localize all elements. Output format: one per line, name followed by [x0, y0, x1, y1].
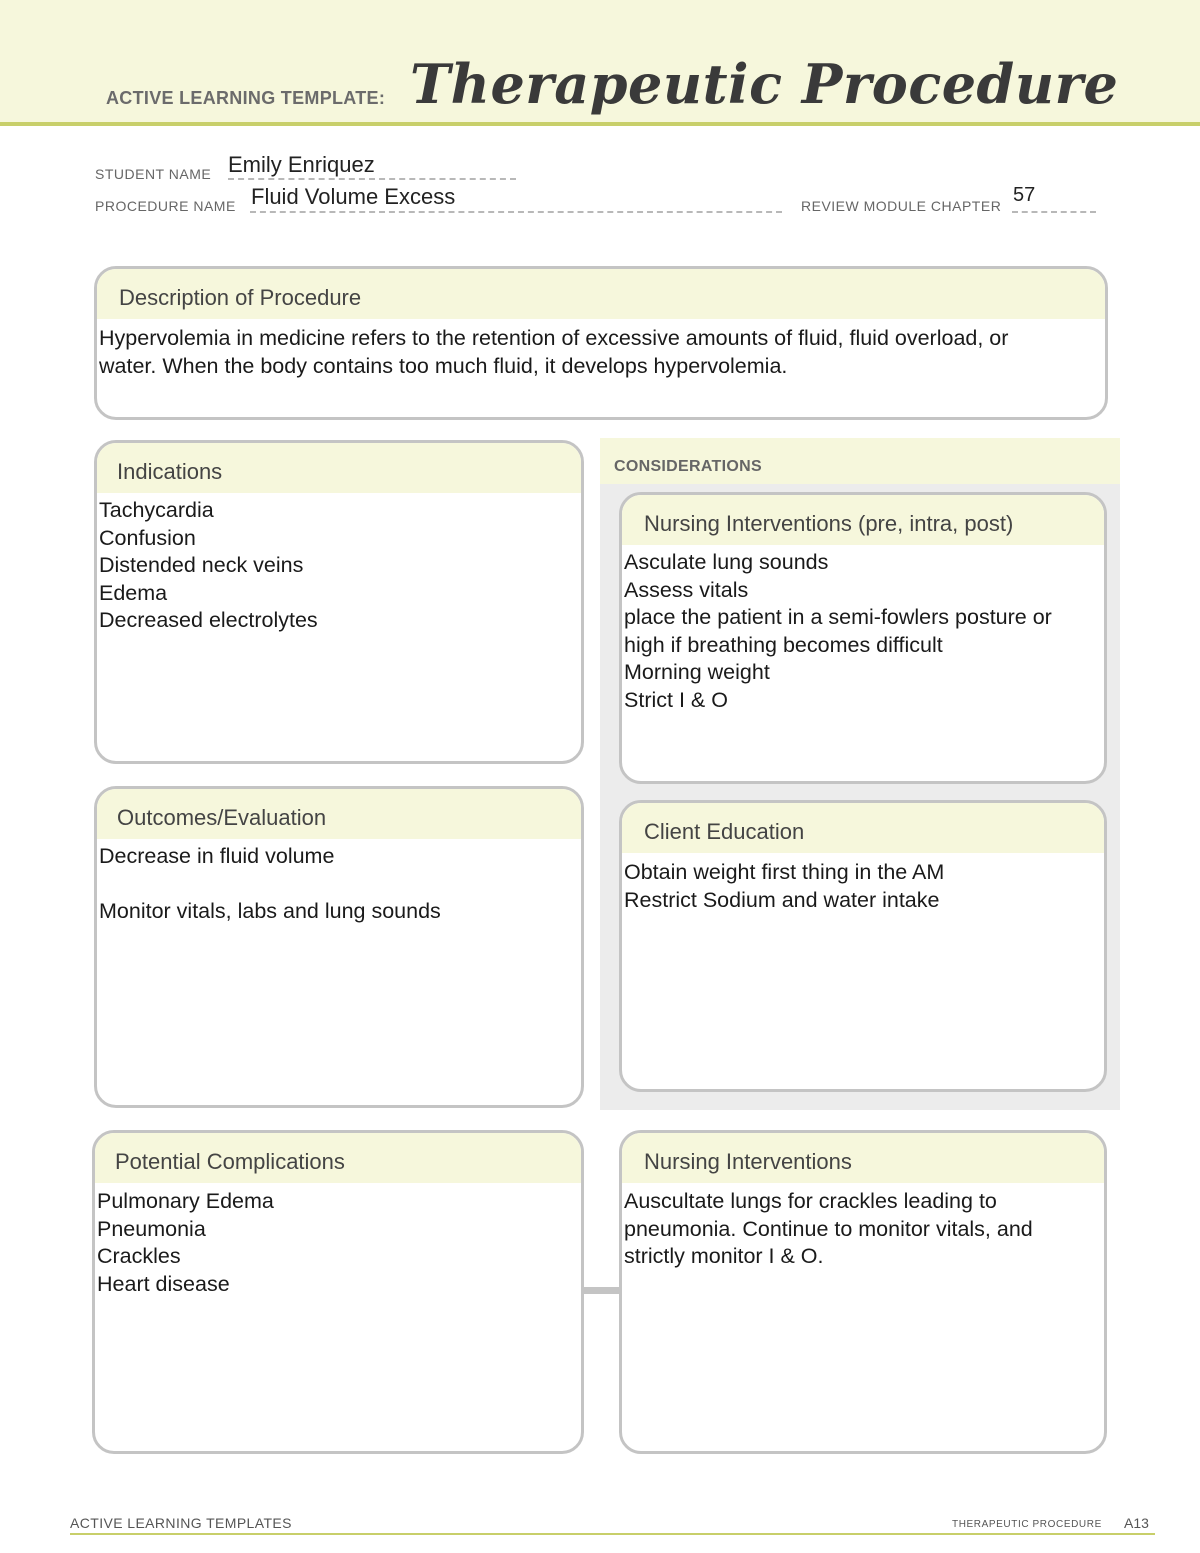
indications-content[interactable] — [97, 493, 581, 635]
student-name-underline — [228, 178, 516, 180]
footer-rule — [70, 1533, 1155, 1535]
list-item: Asculate lung sounds — [624, 550, 829, 574]
outcomes-content[interactable] — [97, 839, 581, 926]
header-rule — [0, 122, 1200, 126]
indications-heading: Indications — [97, 443, 581, 493]
nursing-interventions-content[interactable] — [622, 1183, 1104, 1271]
list-item: Pneumonia — [97, 1216, 206, 1241]
nursing-interventions-pre-content[interactable] — [622, 545, 1104, 714]
review-module-label: REVIEW MODULE CHAPTER — [801, 198, 1002, 214]
list-item: Crackles — [97, 1244, 181, 1268]
footer-right-text: THERAPEUTIC PROCEDURE — [952, 1519, 1102, 1530]
review-module-underline — [1012, 211, 1096, 213]
description-heading: Description of Procedure — [97, 269, 1105, 319]
complications-content[interactable] — [95, 1183, 581, 1298]
template-label: ACTIVE LEARNING TEMPLATE: — [106, 88, 386, 108]
list-item: Edema — [99, 580, 168, 605]
footer-left-text: ACTIVE LEARNING TEMPLATES — [70, 1515, 292, 1531]
description-content[interactable] — [97, 319, 1105, 380]
list-item: Strict I & O — [624, 687, 728, 712]
client-education-heading: Client Education — [622, 803, 1104, 853]
list-item: strictly monitor I & O. — [624, 1244, 824, 1268]
procedure-name-field[interactable]: Fluid Volume Excess — [251, 184, 456, 209]
footer-page-number: A13 — [1124, 1515, 1149, 1531]
indications-box — [94, 440, 584, 764]
procedure-name-label: PROCEDURE NAME — [95, 198, 236, 214]
outcomes-heading: Outcomes/Evaluation — [97, 789, 581, 839]
list-item: Decrease in fluid volume — [99, 844, 335, 868]
list-item: Decreased electrolytes — [99, 608, 318, 632]
list-item: Monitor vitals, labs and lung sounds — [99, 899, 441, 923]
client-education-box — [619, 800, 1107, 1092]
nursing-interventions-pre-heading: Nursing Interventions (pre, intra, post) — [622, 495, 1104, 545]
nursing-interventions-pre-box — [619, 492, 1107, 784]
outcomes-box — [94, 786, 584, 1108]
nursing-interventions-box — [619, 1130, 1107, 1454]
list-item: pneumonia. Continue to monitor vitals, and — [624, 1216, 1033, 1241]
review-module-field[interactable]: 57 — [1013, 184, 1036, 206]
list-item: Auscultate lungs for crackles leading to — [624, 1189, 997, 1213]
list-item: high if breathing becomes difficult — [624, 632, 943, 657]
list-item: Restrict Sodium and water intake — [624, 887, 940, 912]
description-line: Hypervolemia in medicine refers to the retention of excessive amounts of fluid, fluid overload, or — [99, 326, 1009, 350]
list-item: Morning weight — [624, 660, 770, 684]
list-item — [99, 871, 581, 899]
nursing-interventions-heading: Nursing Interventions — [622, 1133, 1104, 1183]
considerations-label: CONSIDERATIONS — [614, 458, 762, 475]
page-title: Therapeutic Procedure — [410, 52, 1119, 116]
description-line: water. When the body contains too much fluid, it develops hypervolemia. — [99, 353, 788, 378]
student-name-field[interactable]: Emily Enriquez — [228, 152, 375, 177]
list-item: place the patient in a semi-fowlers posture or — [624, 605, 1052, 629]
student-name-label: STUDENT NAME — [95, 166, 212, 182]
box-connector — [584, 1287, 620, 1294]
complications-box — [92, 1130, 584, 1454]
description-box — [94, 266, 1108, 420]
list-item: Confusion — [99, 525, 196, 550]
client-education-content[interactable] — [622, 853, 1104, 914]
list-item: Distended neck veins — [99, 553, 304, 577]
procedure-name-underline — [250, 211, 782, 213]
list-item: Assess vitals — [624, 577, 749, 602]
complications-heading: Potential Complications — [95, 1133, 581, 1183]
list-item: Tachycardia — [99, 498, 214, 522]
list-item: Pulmonary Edema — [97, 1189, 274, 1213]
list-item: Obtain weight first thing in the AM — [624, 860, 945, 884]
list-item: Heart disease — [97, 1271, 230, 1296]
